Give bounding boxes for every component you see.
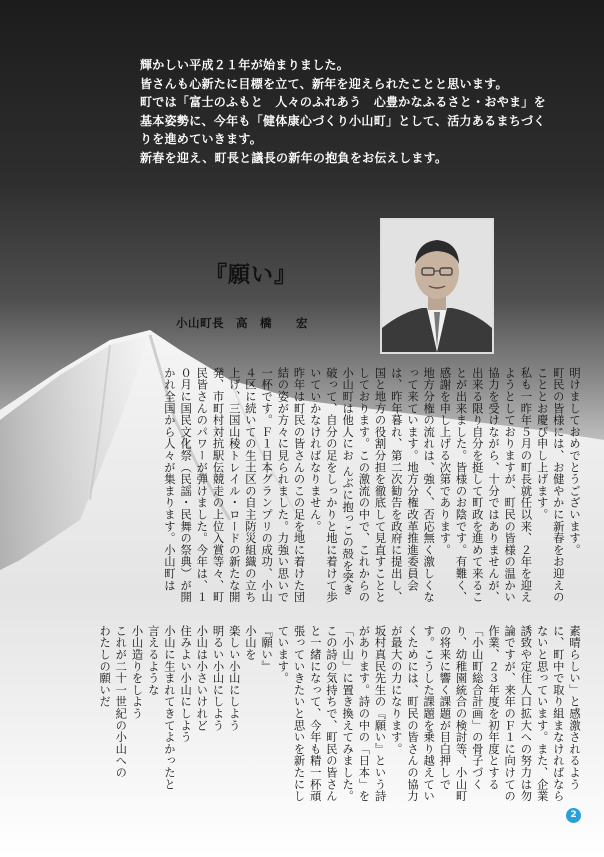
- poem-line: 小山を: [243, 625, 257, 661]
- poem-line: 住みよい小山にしよう: [179, 625, 193, 743]
- poem-line: これが二十一世紀の小山への: [114, 625, 128, 779]
- body-paragraph: 昨年は町民の皆さんのこの足を地に着けた団結の姿が方々に見られました。力強い思いで一杯です。Ｆ１日本グランプリの成功、小山４区に続いての生土区の自主防災組織の立ち上げ、三国山稜トレイル・ロードの新たな開発、市町村対抗駅伝競走の上位入賞等々、町民皆さんのパワーが弾けました。今年は、１０月に国民文化祭（民謡・民舞の祭典）が開かれ全国から人々が集まります。小山町は: [162, 367, 306, 603]
- author-byline: 小山町長 高 橋 宏: [176, 316, 308, 330]
- article-body-top: [161, 367, 582, 607]
- intro-line: 基本姿勢に、今年も「健体康心づくり小山町」として、活力あるまちづく: [140, 113, 546, 128]
- poem-line: 小山は小さいけれど: [195, 625, 209, 732]
- article-body-bottom: [96, 625, 582, 813]
- poem-line: わたしの願いだ: [98, 625, 112, 708]
- poem-line: 小山造りをしよう: [130, 625, 144, 720]
- intro-text: [140, 56, 590, 167]
- poem-line: 小山に生まれてきてよかったと: [162, 625, 176, 791]
- intro-line: 皆さんも心新たに目標を立て、新年を迎えられたことと思います。: [140, 76, 508, 91]
- body-paragraph: 坂村真民先生の『願い』という詩があります。詩の中の「日本」を「小山」に置き換えてみました。この詩の気持ちで、町民の皆さんと一緒になって、今年も精一杯頑張っていきたいと思いを新たにしています。: [276, 625, 387, 802]
- poem-line: 楽しい小山にしよう: [227, 625, 241, 732]
- article-title: 『願い』: [205, 262, 298, 288]
- body-paragraph: 町民の皆様には、お健やかに新春をお迎えのこととお慶び申し上げます。: [535, 367, 565, 603]
- mayor-portrait-photo: [380, 218, 494, 354]
- portrait-illustration: [382, 220, 492, 352]
- body-paragraph: 素晴らしい」と感激されるように、町中で取り組まなければならないと思っています。また、企業誘致や定住人口拡大への努力は勿論ですが、来年のＦ１に向けての作業、２３年度を初年度とする「小山町総合計画」の骨子づくり、幼稚園統合の検討等、小山町の将来に響く課題が目白押しです。こうした課題を乗り越えていくためには、町民の皆さんの協力が最大の力になります。: [389, 625, 581, 802]
- intro-line: りを進めていきます。: [140, 132, 263, 146]
- poem-line: 明るい小山にしよう: [211, 625, 225, 732]
- body-paragraph: 私も一昨年５月の町長就任以来、２年を迎えようとしておりますが、町民の皆様の温かい協力を受けながら、十分ではありませんが、出来る限り自分を挺して町政を進めて来ることが出来ました。皆様のお陰です。有難く、感謝を申し上げる次第であります。: [438, 367, 533, 603]
- body-paragraph: 明けましておめでとうございます。: [568, 367, 581, 556]
- body-paragraph: 地方分権の流れは、強く、否応無く激しくなって来ています。地方分権改革推進委員会は、昨年暮れ、第二次勧告を政府に提出し、国と地方の役割分担を徹底して見直すこととしております。この激流の中で、これからの小山町は他人にお んぶに抱っこの殻を突き破って、自分の足をしっかりと地に着けて歩いていかなければなりません。: [308, 367, 436, 603]
- page-number-badge: 2: [566, 808, 581, 823]
- intro-line: 町では「富士のふもと 人々のふれあう 心豊かなふるさと・おやま」を: [140, 95, 546, 109]
- intro-line: 輝かしい平成２１年が始まりました。: [140, 58, 350, 72]
- poem-line: 言えるような: [146, 625, 160, 696]
- intro-line: 新春を迎え、町長と議長の新年の抱負をお伝えします。: [140, 150, 448, 165]
- poem-title: 『願い』: [260, 625, 274, 673]
